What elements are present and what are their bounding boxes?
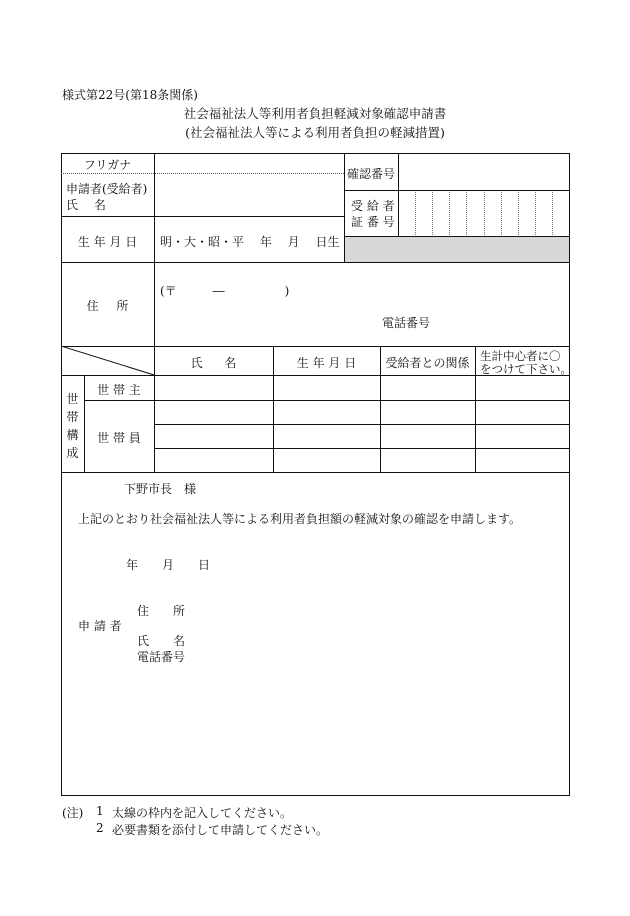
dob-bottom-line [61, 262, 570, 263]
dob-value: 明・大・昭・平 年 月 日生 [160, 235, 340, 249]
confirm-bottom-line [344, 190, 570, 191]
postal-code-field[interactable]: (〒 ― ) [160, 284, 290, 298]
col-header-dob: 生 年 月 日 [296, 356, 357, 370]
group-char: 構 [66, 428, 79, 442]
cert-bottom-line [344, 236, 570, 237]
form-subtitle: (社会福祉法人等による利用者負担の軽減措置) [185, 125, 445, 140]
applicant-name-label-2: 氏 名 [66, 198, 112, 212]
applicant-label: 申 請 者 [78, 619, 122, 633]
row-label-member: 世 帯 員 [97, 431, 141, 445]
address-label: 住 所 [86, 299, 129, 313]
confirm-number-label: 確認番号 [346, 167, 395, 181]
col-header-livelihood-1: 生計中心者に〇 [480, 349, 561, 363]
cert-digit-line [432, 192, 433, 235]
cert-number-label-2: 証 番 号 [351, 215, 395, 229]
header-diagonal [61, 346, 155, 376]
row-label-head: 世 帯 主 [97, 383, 141, 397]
cert-digit-line [484, 192, 485, 235]
cert-digit-line [501, 192, 502, 235]
cert-number-label-1: 受 給 者 [351, 199, 395, 213]
furigana-divider [61, 173, 344, 174]
group-char: 帯 [66, 410, 79, 424]
cert-digit-line [552, 192, 553, 235]
cert-digit-line [415, 192, 416, 235]
dob-label: 生 年 月 日 [77, 235, 138, 249]
note-1-number: 1 [96, 804, 104, 818]
furigana-label: フリガナ [83, 158, 132, 172]
sign-address-label: 住 所 [137, 604, 186, 618]
notes-prefix: (注) [62, 806, 84, 820]
cert-digit-line [449, 192, 450, 235]
cert-digit-line [466, 192, 467, 235]
household-group-label [61, 390, 84, 462]
note-2-number: 2 [96, 821, 104, 835]
note-2-text: 必要書類を添付して申請してください。 [112, 823, 329, 837]
household-row-line [154, 424, 570, 425]
sign-name-label: 氏 名 [137, 634, 186, 648]
col-header-name: 氏 名 [190, 356, 237, 370]
addressee: 下野市長 様 [124, 482, 197, 496]
household-row-line [84, 400, 570, 401]
group-char: 成 [66, 446, 79, 460]
form-number: 様式第22号(第18条関係) [62, 88, 198, 102]
declaration-text: 上記のとおり社会福祉法人等による利用者負担額の軽減対象の確認を申請します。 [78, 512, 522, 526]
date-line: 年 月 日 [126, 558, 211, 572]
col-header-livelihood-2: をつけて下さい。 [480, 362, 572, 376]
shaded-cell [344, 236, 569, 262]
group-char: 世 [66, 392, 79, 406]
cert-digit-line [535, 192, 536, 235]
household-row-line [154, 448, 570, 449]
form-title: 社会福祉法人等利用者負担軽減対象確認申請書 [183, 106, 447, 121]
applicant-name-label-1: 申請者(受給者) [66, 182, 148, 196]
phone-label: 電話番号 [382, 316, 431, 330]
confirm-value-divider [398, 153, 399, 190]
relation-col-divider [475, 346, 476, 472]
name-bottom-line [61, 216, 344, 217]
note-1-text: 太線の枠内を記入してください。 [112, 806, 293, 820]
cert-digit-line [518, 192, 519, 235]
sign-phone-label: 電話番号 [137, 650, 186, 664]
cert-value-divider [398, 190, 399, 236]
household-bottom-line [61, 472, 570, 473]
col-header-relation: 受給者との関係 [385, 356, 470, 370]
label-col-divider [154, 153, 155, 346]
